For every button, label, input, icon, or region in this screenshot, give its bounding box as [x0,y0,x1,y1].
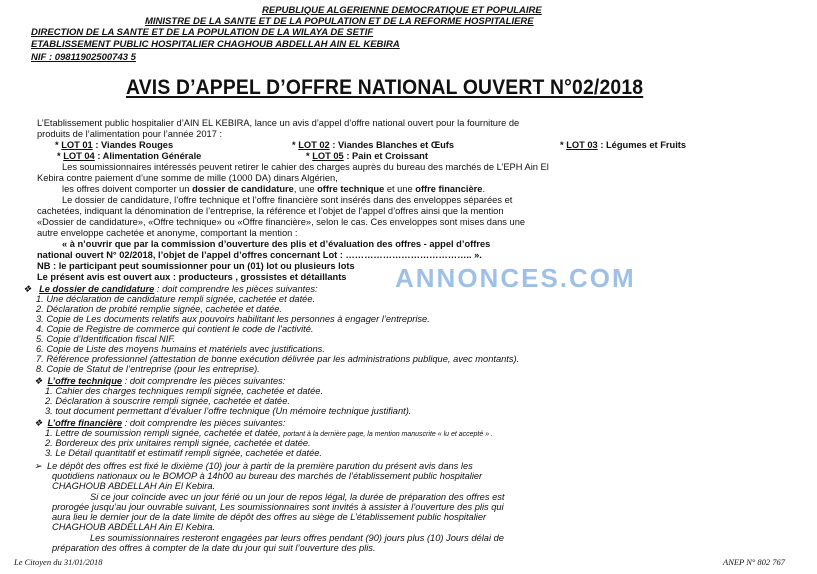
lot-item-04: * LOT 04 : Alimentation Générale [57,151,202,161]
section-title: Le dossier de candidature [39,284,155,294]
footer-reference: ANEP N° 802 767 [723,557,786,567]
text-run: portant à la dernière page, la mention manuscrite « lu et accepté » . [283,431,493,438]
text-run: 1. Lettre de soumission rempli signée, cachetée et datée, [45,428,284,438]
text-run: , une [293,184,318,194]
diamond-bullet-icon: ❖ [23,284,32,294]
fin-item-3: 3. Le Détail quantitatif et estimatif rempli signée, cachetée et datée. [45,448,323,458]
header-line-republic: REPUBLIQUE ALGERIENNE DEMOCRATIQUE ET POPULAIRE [262,5,542,16]
intro-line-2: produits de l’alimentation pour l’année 2017 : [37,129,223,139]
text-run: offre technique [317,184,385,194]
section-subtitle: : doit comprendre les pièces suivantes: [156,284,318,294]
text-run: offre financière [415,184,483,194]
text-run: les offres doivent comporter un [62,184,193,194]
body-line-9: national ouvert N° 02/2018, l’objet de l’appel d’offres concernant Lot : ………………………………….. ». [37,250,482,260]
footer-source: Le Citoyen du 31/01/2018 [14,557,103,567]
dossier-item-5: 5. Copie d’Identification fiscal NIF. [36,334,176,344]
closing-line-2: quotidiens nationaux ou le BOMOP à 14h00 au bureau des marchés de l’établissement public hospitalier [52,471,483,481]
lot-item-02: * LOT 02 : Viandes Blanches et Œufs [292,140,455,150]
header-line-ministry: MINISTRE DE LA SANTE ET DE LA POPULATION ET DE LA REFORME HOSPITALIERE [145,16,534,27]
section-subtitle: : doit comprendre les pièces suivantes: [124,376,286,386]
lot-name: : Pain et Croissant [346,151,428,161]
header-line-direction: DIRECTION DE LA SANTE ET DE LA POPULATION DE LA WILAYA DE SETIF [31,27,374,38]
closing-line-8: Les soumissionnaires resteront engagées par leurs offres pendant (90) jours plus (10) Jours délai de [90,533,504,543]
section-title: L’offre technique [47,376,123,386]
diamond-bullet-icon: ❖ [34,376,43,386]
lot-name: : Viandes Blanches et Œufs [332,140,455,150]
body-line-5: cachetées, indiquant la dénomination de l’entreprise, la référence et l’objet de l’appel d’offres ainsi que la mention [37,206,504,216]
text-run: et une [384,184,416,194]
lot-item-03: * LOT 03 : Légumes et Fruits [560,140,687,150]
fin-item-2: 2. Bordereux des prix unitaires rempli signée, cachetée et datée. [45,438,311,448]
section-title: L’offre financière [47,418,123,428]
body-note: NB : le participant peut soumissionner pour un (01) lot ou plusieurs lots [37,261,355,271]
header-nif: NIF : 09811902500743 5 [31,52,136,63]
dossier-item-1: 1. Une déclaration de candidature rempli signée, cachetée et datée. [36,294,316,304]
dossier-item-6: 6. Copie de Liste des moyens humains et matériels avec justifications. [36,344,325,354]
header-line-establishment: ETABLISSEMENT PUBLIC HOSPITALIER CHAGHOUB ABDELLAH AIN EL KEBIRA [31,39,400,50]
body-line-1: Les soumissionnaires intéressés peuvent retirer le cahier des charges auprès du bureau des marchés de L’EPH Ain El [62,162,549,172]
lot-label: LOT 02 [298,140,330,150]
tech-item-2: 2. Déclaration à souscrire rempli signée, cachetée et datée. [45,396,290,406]
body-audience: Le présent avis est ouvert aux : producteurs , grossistes et détaillants [37,272,347,282]
lot-label: LOT 05 [312,151,344,161]
lot-label: LOT 03 [566,140,598,150]
closing-line-7: CHAGHOUB ABDELLAH Ain El Kebira. [52,522,216,532]
lot-item-05: * LOT 05 : Pain et Croissant [306,151,428,161]
lot-name: : Viandes Rouges [95,140,174,150]
body-line-2: Kebira contre paiement d’une somme de mille (1000 DA) dinars Algérien, [37,173,338,183]
watermark: ANNONCES.COM [395,263,636,293]
text-run: . [482,184,486,194]
closing-line-6: aura lieu le dernier jour de la date limite de dépôt des offres au siège de L’établissement public hospitalier [52,512,487,522]
lot-name: : Légumes et Fruits [600,140,687,150]
dossier-item-4: 4. Copie de Registre de commerce qui contient le code de l’activité. [36,324,314,334]
diamond-bullet-icon: ❖ [34,418,43,428]
arrow-bullet-icon: ➢ [34,461,42,471]
body-line-6: «Dossier de candidature», «Offre technique» ou «Offre financière», selon le cas. Ces enveloppes sont mises dans une [37,217,526,227]
body-line-7: autre enveloppe cachetée et anonyme, comportant la mention : [37,228,298,238]
text-run: Le dépôt des offres est fixé le dixième (10) jour à partir de la première parution du présent avis dans les [46,461,473,471]
page-title: AVIS D’APPEL D’OFFRE NATIONAL OUVERT N°02/2018 [126,76,644,99]
closing-line-9: préparation des offres à compter de la date du jour qui suit l’ouverture des plis. [52,543,376,553]
lot-item-01: * LOT 01 : Viandes Rouges [55,140,174,150]
body-line-4: Le dossier de candidature, l’offre technique et l’offre financière sont insérés dans des enveloppes séparées et [62,195,513,205]
closing-line-4: Si ce jour coïncide avec un jour férié ou un jour de repos légal, la durée de préparation des offres est [90,492,505,502]
closing-line-5: prorogée jusqu’au jour ouvrable suivant, Les soumissionnaires sont invités à assister à l’ouverture des plis qui [52,502,504,512]
intro-line-1: L’Etablissement public hospitalier d’AIN EL KEBIRA, lance un avis d’appel d’offre national ouvert pour la fourniture de [37,118,520,128]
text-run: dossier de candidature [192,184,294,194]
lot-label: LOT 04 [63,151,95,161]
lot-label: LOT 01 [61,140,93,150]
dossier-item-8: 8. Copie de Statut de l’entreprise (pour les entreprise). [36,364,260,374]
tech-item-3: 3. tout document permettant d’évaluer l’offre technique (Un mémoire technique justifiant). [45,406,412,416]
dossier-item-3: 3. Copie de Les documents relatifs aux pouvoirs habilitant les personnes à engager l’entreprise. [36,314,430,324]
body-line-8: « à n’ouvrir que par la commission d’ouverture des plis et d’évaluation des offres - appel d’offres [62,239,491,249]
closing-line-3: CHAGHOUB ABDELLAH Ain El Kebira. [52,481,216,491]
lot-name: : Alimentation Générale [97,151,202,161]
body-line-3 [62,184,485,195]
tech-item-1: 1. Cahier des charges techniques rempli signée, cachetée et datée. [45,386,324,396]
dossier-item-7: 7. Référence professionnel (attestation de bonne exécution délivrée par les administrations publique, avec montants). [36,354,520,364]
dossier-item-2: 2. Déclaration de probité remplie signée, cachetée et datée. [36,304,283,314]
section-subtitle: : doit comprendre les pièces suivantes: [124,418,286,428]
